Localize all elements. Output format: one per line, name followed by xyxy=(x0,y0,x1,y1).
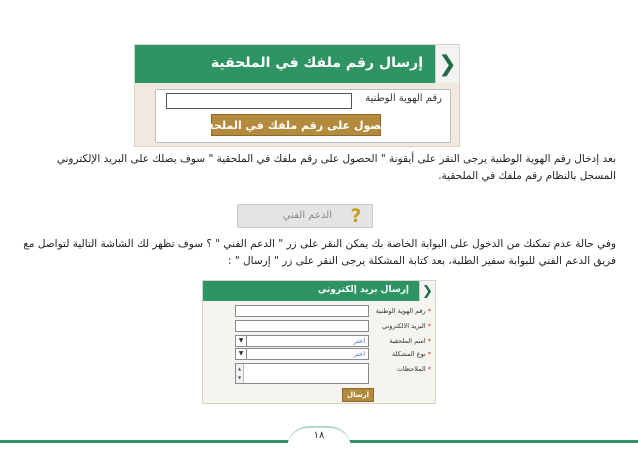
problem-type-row xyxy=(205,348,431,360)
scrollbar[interactable]: ▲ ▼ xyxy=(236,364,244,383)
instruction-paragraph-2: وفي حالة عدم تمكنك من الدخول على البوابة الخاصة بك يمكن النقر على زر " الدعم الفني " ؟ سوف تظهر لك الشاشة التالية لتواصل مع فريق الدعم الفني للبوابة سفير الطلبة، بعد كتابة المشكلة يرجى النقر على زر " إرسال " : xyxy=(23,238,616,267)
national-id-input[interactable] xyxy=(166,93,352,109)
email-row xyxy=(205,320,431,332)
panel-header xyxy=(203,281,435,301)
problem-type-label: * نوع المشكلة xyxy=(391,350,431,358)
attache-file-number-panel xyxy=(134,44,460,147)
notes-label: * الملاحظات xyxy=(396,365,431,373)
technical-support-label: الدعم الفني xyxy=(282,210,332,221)
panel-body xyxy=(155,89,451,143)
page-number: ١٨ xyxy=(313,430,325,441)
panel-title: إرسال رقم ملفك في الملحقية xyxy=(210,55,423,71)
panel-header xyxy=(135,45,459,83)
national-id-input[interactable] xyxy=(235,305,369,317)
national-id-label: * رقم الهوية الوطنية xyxy=(375,307,431,315)
national-id-label: رقم الهوية الوطنية xyxy=(365,93,442,104)
send-button[interactable]: ارسال xyxy=(342,388,374,402)
chevron-down-icon[interactable]: ▼ xyxy=(236,336,247,346)
notes-row xyxy=(205,363,431,380)
national-id-row xyxy=(205,305,431,317)
send-email-panel xyxy=(202,280,436,404)
get-file-number-button[interactable]: الحصول على رقم ملفك في الملحقية xyxy=(211,114,381,136)
instruction-paragraph-1: بعد إدخال رقم الهوية الوطنية يرجى النقر على أيقونة " الحصول على رقم ملفك في الملحقية " سوف يصلك على البريد الإلكتروني المسجل بالنظام رقم ملفك في الملحقية. xyxy=(56,153,616,182)
chevron-down-icon[interactable]: ▼ xyxy=(236,349,247,359)
technical-support-button[interactable] xyxy=(237,204,373,228)
attache-select[interactable] xyxy=(235,335,369,347)
attache-label: * اسم الملحقية xyxy=(389,337,431,345)
email-input[interactable] xyxy=(235,320,369,332)
question-mark-icon: ? xyxy=(350,205,362,227)
problem-type-selected-value: اختر xyxy=(353,350,365,358)
panel-title: إرسال بريد إلكتروني xyxy=(317,285,409,295)
email-label: * البريد الالكتروني xyxy=(382,322,431,330)
attache-selected-value: اختر xyxy=(353,337,365,345)
attache-row xyxy=(205,335,431,347)
notes-textarea[interactable] xyxy=(235,363,369,384)
problem-type-select[interactable] xyxy=(235,348,369,360)
chevron-left-icon[interactable]: ❮ xyxy=(419,281,435,301)
chevron-left-icon[interactable]: ❮ xyxy=(435,45,459,83)
